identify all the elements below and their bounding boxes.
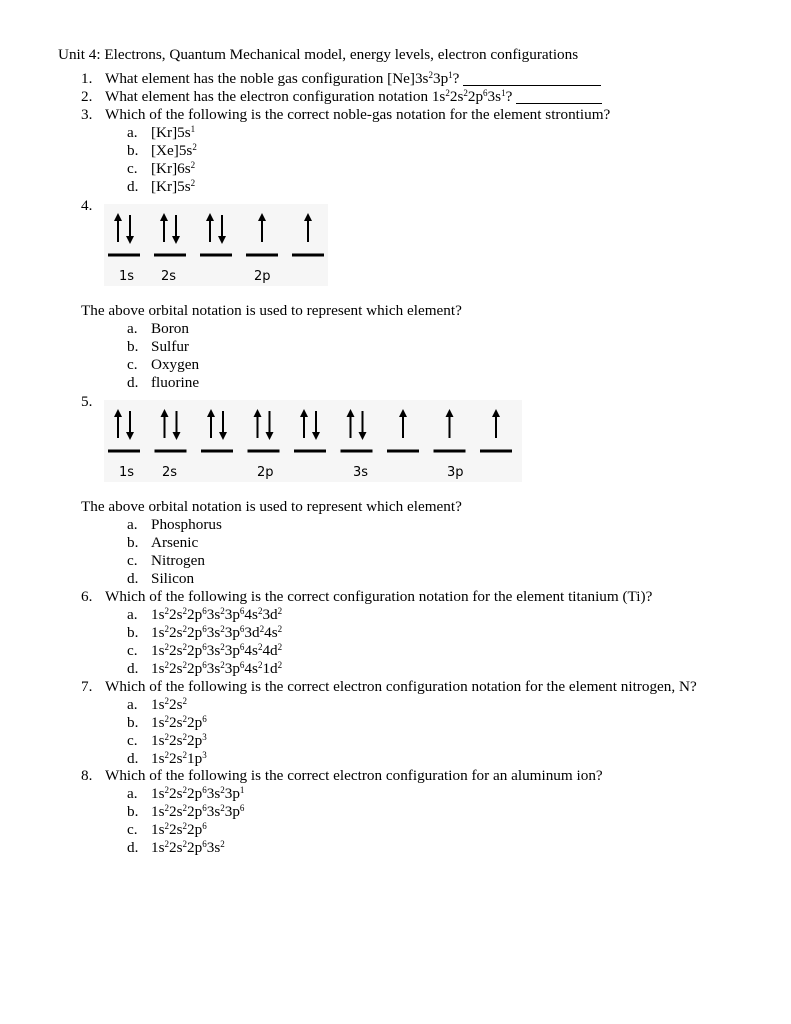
spin-up-arrow-icon bbox=[446, 409, 454, 438]
config-term: 4s bbox=[244, 642, 258, 659]
config-exponent: 6 bbox=[202, 624, 207, 634]
config-term: 3p bbox=[224, 785, 240, 802]
config-exponent: 2 bbox=[220, 624, 225, 634]
config-exponent: 6 bbox=[202, 714, 207, 724]
orbital-label: 2s bbox=[162, 465, 178, 480]
config-exponent: 2 bbox=[182, 696, 188, 706]
config-exponent: 2 bbox=[182, 785, 188, 795]
config-term: 1s bbox=[151, 750, 165, 767]
config-term: 2p bbox=[187, 732, 203, 749]
config-term: 2p bbox=[187, 821, 203, 838]
config-exponent: 6 bbox=[239, 803, 245, 813]
config-term: 4d bbox=[262, 642, 278, 659]
config-exponent: 2 bbox=[164, 606, 170, 616]
config-term: 2s bbox=[169, 696, 183, 713]
q8-option-b: b. $1s^22s^22p^63s^23p^6$ bbox=[127, 803, 245, 820]
config-term: 2s bbox=[169, 839, 183, 856]
config-term: 3s bbox=[206, 642, 221, 659]
q4-option-b: b. Sulfur bbox=[127, 338, 189, 355]
config-exponent: 2 bbox=[164, 803, 170, 813]
config-term: 1s bbox=[151, 696, 165, 713]
spin-up-arrow-icon bbox=[492, 409, 500, 438]
config-term: 2p bbox=[187, 714, 203, 731]
q7-option-a: a. $1s^22s^2$ bbox=[127, 696, 188, 713]
question-8: 8. Which of the following is the correct electron configuration for an aluminum ion? bbox=[81, 767, 603, 784]
config-term: 2s bbox=[169, 732, 183, 749]
config-term: 2s bbox=[169, 785, 183, 802]
config-exponent: 2 bbox=[277, 642, 283, 652]
q7-option-d: d. $1s^22s^21p^3$ bbox=[127, 750, 207, 767]
spin-up-arrow-icon bbox=[114, 409, 122, 438]
question-4: 4. bbox=[81, 197, 93, 214]
spin-up-arrow-icon bbox=[207, 409, 215, 438]
spin-up-arrow-icon bbox=[258, 213, 266, 242]
config-term: 2s bbox=[169, 642, 183, 659]
config-exponent: 2 bbox=[164, 732, 170, 742]
orbital-label: 2p bbox=[254, 269, 271, 284]
config-term: 3d bbox=[262, 606, 278, 623]
config-exponent: 6 bbox=[202, 785, 207, 795]
config-exponent: 2 bbox=[277, 660, 283, 670]
config-exponent: 6 bbox=[239, 642, 245, 652]
config-exponent: 2 bbox=[164, 660, 170, 670]
config-exponent: 2 bbox=[164, 714, 170, 724]
config-term: 4s bbox=[244, 660, 258, 677]
config-term: 1s bbox=[151, 606, 165, 623]
config-exponent: 2 bbox=[182, 642, 188, 652]
config-term: 2p bbox=[187, 606, 203, 623]
spin-down-arrow-icon bbox=[218, 215, 226, 244]
config-term: 1s bbox=[151, 785, 165, 802]
spin-up-arrow-icon bbox=[254, 409, 262, 438]
config-exponent: 2 bbox=[182, 803, 188, 813]
orbital-label: 2p bbox=[257, 465, 274, 480]
config-term: 2p bbox=[187, 785, 203, 802]
config-term: 3p bbox=[224, 660, 240, 677]
config-exponent: 2 bbox=[164, 642, 170, 652]
question-7: 7. Which of the following is the correct electron configuration notation for the element nitrogen, N? bbox=[81, 678, 697, 695]
config-term: 2p bbox=[187, 624, 203, 641]
q5-option-b: b. Arsenic bbox=[127, 534, 199, 551]
q4-option-c: c. Oxygen bbox=[127, 356, 200, 373]
config-term: 1s bbox=[151, 660, 165, 677]
config-exponent: 2 bbox=[164, 624, 170, 634]
spin-up-arrow-icon bbox=[161, 409, 169, 438]
config-term: 3d bbox=[244, 624, 260, 641]
spin-up-arrow-icon bbox=[300, 409, 308, 438]
config-exponent: 2 bbox=[220, 803, 225, 813]
config-term: 2s bbox=[169, 714, 183, 731]
config-term: 2p bbox=[187, 803, 203, 820]
config-term: 1s bbox=[151, 714, 165, 731]
config-term: 2s bbox=[169, 606, 183, 623]
q8-option-c: c. $1s^22s^22p^6$ bbox=[127, 821, 207, 838]
config-exponent: 6 bbox=[202, 803, 207, 813]
question-1: 1. What element has the noble gas configuration $[Ne]3s^23p^1$? bbox=[81, 70, 601, 88]
config-term: 1s bbox=[151, 732, 165, 749]
q5-option-a: a. Phosphorus bbox=[127, 516, 222, 533]
spin-down-arrow-icon bbox=[219, 411, 227, 440]
q7-option-b: b. $1s^22s^22p^6$ bbox=[127, 714, 207, 731]
orbital-label: 2s bbox=[161, 269, 177, 284]
config-term: 3s bbox=[206, 606, 221, 623]
orbital-label: 1s bbox=[119, 269, 135, 284]
config-term: 1s bbox=[151, 821, 165, 838]
spin-up-arrow-icon bbox=[114, 213, 122, 242]
spin-up-arrow-icon bbox=[304, 213, 312, 242]
config-exponent: 6 bbox=[202, 821, 207, 831]
q4-prompt: The above orbital notation is used to represent which element? bbox=[81, 302, 462, 319]
q5-option-d: d. Silicon bbox=[127, 570, 195, 587]
orbital-label: 3s bbox=[353, 465, 369, 480]
config-term: 2p bbox=[187, 642, 203, 659]
spin-up-arrow-icon bbox=[399, 409, 407, 438]
orbital-diagram-q5 bbox=[104, 400, 522, 482]
config-exponent: 3 bbox=[202, 732, 207, 742]
config-exponent: 2 bbox=[164, 839, 170, 849]
config-term: 3s bbox=[206, 839, 221, 856]
question-6: 6. Which of the following is the correct configuration notation for the element titanium (Ti)? bbox=[81, 588, 653, 605]
config-term: 1s bbox=[151, 803, 165, 820]
config-term: 1s bbox=[151, 839, 165, 856]
config-term: 1d bbox=[262, 660, 278, 677]
config-exponent: 2 bbox=[220, 606, 225, 616]
config-term: 1s bbox=[151, 624, 165, 641]
config-exponent: 2 bbox=[182, 660, 188, 670]
config-exponent: 2 bbox=[257, 642, 263, 652]
question-5: 5. bbox=[81, 393, 93, 410]
config-exponent: 6 bbox=[239, 606, 245, 616]
q6-option-a: a. $1s^22s^22p^63s^23p^64s^23d^2$ bbox=[127, 606, 283, 623]
spin-down-arrow-icon bbox=[126, 215, 134, 244]
config-exponent: 2 bbox=[164, 785, 170, 795]
config-exponent: 2 bbox=[259, 624, 265, 634]
spin-down-arrow-icon bbox=[312, 411, 320, 440]
orbital-diagram-q4 bbox=[104, 204, 328, 286]
config-exponent: 6 bbox=[239, 660, 245, 670]
q4-option-d: d. fluorine bbox=[127, 374, 200, 391]
config-term: 4s bbox=[244, 606, 258, 623]
config-term: 2p bbox=[187, 660, 203, 677]
orbital-diagram-q4-svg bbox=[104, 204, 328, 286]
answer-blank bbox=[463, 71, 601, 86]
spin-down-arrow-icon bbox=[172, 215, 180, 244]
q7-option-c: c. $1s^22s^22p^3$ bbox=[127, 732, 207, 749]
config-exponent: 2 bbox=[220, 839, 225, 849]
config-exponent: 2 bbox=[277, 606, 283, 616]
config-exponent: 2 bbox=[182, 714, 188, 724]
config-exponent: 2 bbox=[220, 660, 225, 670]
config-term: 3p bbox=[224, 624, 240, 641]
spin-down-arrow-icon bbox=[126, 411, 134, 440]
page-title: Unit 4: Electrons, Quantum Mechanical model, energy levels, electron configurations bbox=[58, 46, 579, 63]
spin-down-arrow-icon bbox=[359, 411, 367, 440]
orbital-label: 3p bbox=[447, 465, 464, 480]
config-exponent: 2 bbox=[257, 660, 263, 670]
spin-up-arrow-icon bbox=[347, 409, 355, 438]
q4-option-a: a. Boron bbox=[127, 320, 189, 337]
q3-option-c: c. $[Kr]6s^2$ bbox=[127, 160, 196, 177]
q3-option-a: a. $[Kr]5s^1$ bbox=[127, 124, 196, 141]
q8-option-a: a. $1s^22s^22p^63s^23p^1$ bbox=[127, 785, 245, 802]
config-term: 3p bbox=[224, 642, 240, 659]
q8-option-d: d. $1s^22s^22p^63s^2$ bbox=[127, 839, 225, 856]
config-exponent: 2 bbox=[277, 624, 283, 634]
config-exponent: 2 bbox=[182, 606, 188, 616]
config-exponent: 6 bbox=[202, 606, 207, 616]
config-exponent: 6 bbox=[202, 839, 207, 849]
config-term: 3s bbox=[206, 785, 221, 802]
config-term: 3p bbox=[224, 803, 240, 820]
question-2: 2. What element has the electron configuration notation $1s^22s^22p^63s^1$? bbox=[81, 88, 602, 106]
spin-down-arrow-icon bbox=[266, 411, 274, 440]
config-exponent: 2 bbox=[182, 624, 188, 634]
config-exponent: 6 bbox=[202, 660, 207, 670]
config-exponent: 6 bbox=[202, 642, 207, 652]
config-exponent: 2 bbox=[182, 839, 188, 849]
config-term: 3s bbox=[206, 624, 221, 641]
q3-option-d: d. $[Kr]5s^2$ bbox=[127, 178, 196, 195]
config-exponent: 2 bbox=[220, 642, 225, 652]
config-term: 2s bbox=[169, 624, 183, 641]
orbital-diagram-q5-svg bbox=[104, 400, 522, 482]
spin-up-arrow-icon bbox=[206, 213, 214, 242]
config-exponent: 2 bbox=[164, 821, 170, 831]
config-term: 4s bbox=[264, 624, 278, 641]
config-term: 2s bbox=[169, 803, 183, 820]
spin-up-arrow-icon bbox=[160, 213, 168, 242]
config-exponent: 2 bbox=[257, 606, 263, 616]
config-term: 2s bbox=[169, 821, 183, 838]
config-term: 3s bbox=[206, 660, 221, 677]
orbital-label: 1s bbox=[119, 465, 135, 480]
q5-option-c: c. Nitrogen bbox=[127, 552, 205, 569]
config-exponent: 2 bbox=[182, 750, 188, 760]
config-term: 2s bbox=[169, 660, 183, 677]
q6-option-d: d. $1s^22s^22p^63s^23p^64s^21d^2$ bbox=[127, 660, 283, 677]
q6-option-b: b. $1s^22s^22p^63s^23p^63d^24s^2$ bbox=[127, 624, 283, 641]
config-exponent: 2 bbox=[164, 750, 170, 760]
config-term: 3s bbox=[206, 803, 221, 820]
question-3: 3. Which of the following is the correct noble-gas notation for the element strontium? bbox=[81, 106, 611, 123]
q3-option-b: b. $[Xe]5s^2$ bbox=[127, 142, 197, 159]
spin-down-arrow-icon bbox=[173, 411, 181, 440]
config-term: 3p bbox=[224, 606, 240, 623]
q6-option-c: c. $1s^22s^22p^63s^23p^64s^24d^2$ bbox=[127, 642, 283, 659]
answer-blank bbox=[516, 89, 602, 104]
config-term: 2s bbox=[169, 750, 183, 767]
config-exponent: 2 bbox=[164, 696, 170, 706]
config-exponent: 6 bbox=[239, 624, 245, 634]
config-exponent: 2 bbox=[220, 785, 225, 795]
config-term: 1s bbox=[151, 642, 165, 659]
config-exponent: 2 bbox=[182, 821, 188, 831]
config-term: 2p bbox=[187, 839, 203, 856]
config-term: 1p bbox=[187, 750, 203, 767]
config-exponent: 3 bbox=[202, 750, 207, 760]
config-exponent: 1 bbox=[239, 785, 245, 795]
q5-prompt: The above orbital notation is used to represent which element? bbox=[81, 498, 462, 515]
config-exponent: 2 bbox=[182, 732, 188, 742]
